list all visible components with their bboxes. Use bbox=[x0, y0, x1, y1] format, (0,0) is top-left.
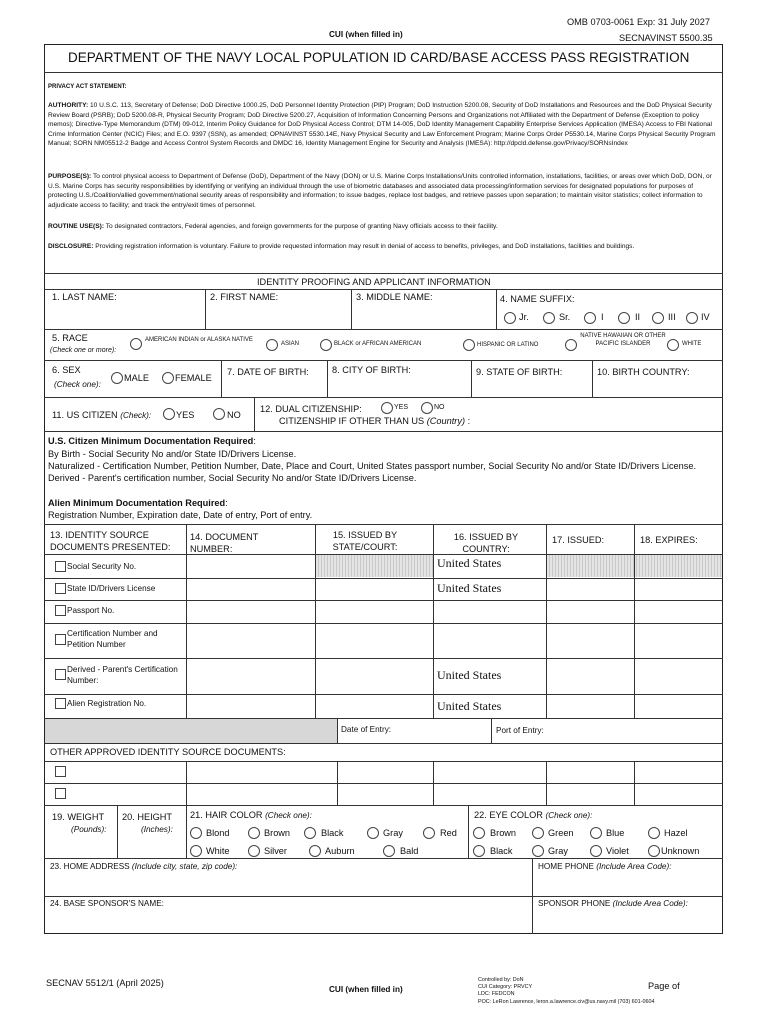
col-15-header: 15. ISSUED BY STATE/COURT: bbox=[332, 530, 398, 552]
doc-ssn-checkbox[interactable] bbox=[55, 561, 66, 572]
hair-bald-label: Bald bbox=[400, 846, 419, 856]
eye-brown-radio[interactable] bbox=[473, 827, 485, 839]
weight-label: 19. WEIGHT bbox=[52, 812, 105, 822]
state-of-birth-label: 9. STATE OF BIRTH: bbox=[476, 367, 563, 377]
sponsor-phone-label: SPONSOR PHONE (Include Area Code): bbox=[538, 899, 688, 908]
hair-silver-label: Silver bbox=[264, 846, 287, 856]
race-hint: (Check one or more): bbox=[50, 347, 117, 354]
sponsor-name-label: 24. BASE SPONSOR'S NAME: bbox=[50, 899, 164, 908]
suffix-iv-label: IV bbox=[701, 312, 710, 322]
omb-number: OMB 0703-0061 Exp: 31 July 2027 bbox=[567, 17, 711, 27]
eye-black-label: Black bbox=[490, 846, 513, 856]
ldc: LDC: FEDCON bbox=[478, 991, 515, 998]
sex-male-label: MALE bbox=[124, 373, 150, 383]
form-title: DEPARTMENT OF THE NAVY LOCAL POPULATION ID CARD/BASE ACCESS PASS REGISTRATION bbox=[68, 50, 690, 65]
eye-unknown-label: Unknown bbox=[661, 846, 700, 856]
doc-ssn-label: Social Security No. bbox=[67, 562, 137, 571]
us-doc-lines bbox=[48, 448, 716, 484]
home-address-label: 23. HOME ADDRESS (Include city, state, zip code): bbox=[50, 862, 238, 871]
eye-unknown-radio[interactable] bbox=[648, 845, 660, 857]
hair-auburn-label: Auburn bbox=[325, 846, 355, 856]
authority-text: AUTHORITY: 10 U.S.C. 113, Secretary of Defense; DoD Directive 1000.25, DoD Personnel Identity Protection (PIP) Program; DoD Instruction 5200.08, Security of DoD Installations and Resources and the DoD Physical Security Review Board (PSRB); DoD 5200.08-R, Physical Security Program; DoD Directive 5200.27, Acquisition of Information Concerning Persons and Organizations not Affiliated with the Department of Defense (Exception to policy memos); Directive-Type Memorandum (DTM) 09-012, Interim Policy Guidance for DoD Physical Access Control; DTM 14-005, DoD Identity Management Capability Enterprise Services Application (IMESA) Access to FBI National Crime Information Center (NCIC) Files; and E.O. 9397 (SSN), as amended; OPNAVINST 5530.14E, Navy Physical Security and Law Enforcement Program; Marine Corps Order P5530.14, Marine Corps Physical Security Program Manual; SORN NM05512-2 Badge and Access Control System Records and DMDC 16, Identity Management Engine for Security and Analysis (IMESA): http://dpcld.defense.gov/Privacy/SORNsIndex bbox=[48, 102, 716, 148]
citizen-no-radio[interactable] bbox=[213, 408, 225, 420]
col-13-header: 13. IDENTITY SOURCE DOCUMENTS PRESENTED: bbox=[50, 530, 171, 552]
hair-red-label: Red bbox=[440, 828, 457, 838]
doc-certification-checkbox[interactable] bbox=[55, 634, 66, 645]
home-phone-label: HOME PHONE (Include Area Code): bbox=[538, 862, 672, 871]
dual-yes-label: YES bbox=[394, 404, 409, 411]
race-white-label: WHITE bbox=[682, 341, 702, 347]
height-unit: (Inches): bbox=[141, 825, 173, 834]
race-hawaiian-label: NATIVE HAWAIIAN OR OTHER PACIFIC ISLANDER bbox=[580, 333, 666, 347]
citizen-yes-label: YES bbox=[176, 410, 195, 420]
disclosure-text: DISCLOSURE: Providing registration information is voluntary. Failure to provide requested information may result in denial of access to benefits, privileges, and DoD installations, facilities and buildings. bbox=[48, 243, 635, 250]
sex-label: 6. SEX bbox=[52, 365, 81, 375]
race-black-label: BLACK or AFRICAN AMERICAN bbox=[334, 341, 422, 347]
us-doc-heading: U.S. Citizen Minimum Documentation Required: bbox=[48, 436, 256, 446]
doc-license-label: State ID/Drivers License bbox=[67, 584, 156, 593]
port-of-entry-label: Port of Entry: bbox=[496, 726, 544, 735]
suffix-ii-radio[interactable] bbox=[618, 312, 630, 324]
suffix-jr-radio[interactable] bbox=[504, 312, 516, 324]
sex-female-radio[interactable] bbox=[162, 372, 174, 384]
hair-blond-radio[interactable] bbox=[190, 827, 202, 839]
us-doc-line: Derived - Parent's certification number, Social Security No and/or State ID/Drivers License. bbox=[48, 473, 417, 483]
eye-gray-label: Gray bbox=[548, 846, 568, 856]
eye-color-label: 22. EYE COLOR (Check one): bbox=[474, 810, 593, 820]
suffix-iv-radio[interactable] bbox=[686, 312, 698, 324]
hair-brown-label: Brown bbox=[264, 828, 291, 838]
suffix-iii-label: III bbox=[668, 312, 676, 322]
dual-other-label: CITIZENSHIP IF OTHER THAN US (Country) : bbox=[279, 416, 471, 426]
eye-brown-label: Brown bbox=[490, 828, 517, 838]
last-name-label: 1. LAST NAME: bbox=[52, 292, 117, 302]
eye-hazel-label: Hazel bbox=[664, 828, 688, 838]
race-asian-radio[interactable] bbox=[266, 339, 278, 351]
alien-country-value: United States bbox=[437, 699, 502, 713]
middle-name-label: 3. MIDDLE NAME: bbox=[356, 292, 433, 302]
citizen-no-label: NO bbox=[227, 410, 241, 420]
cui-header: CUI (when filled in) bbox=[329, 30, 403, 39]
license-country-value: United States bbox=[437, 581, 502, 595]
race-hispanic-label: HISPANIC OR LATINO bbox=[477, 342, 539, 348]
eye-violet-radio[interactable] bbox=[590, 845, 602, 857]
race-white-radio[interactable] bbox=[667, 339, 679, 351]
eye-blue-radio[interactable] bbox=[590, 827, 602, 839]
eye-hazel-radio[interactable] bbox=[648, 827, 660, 839]
doc-license-checkbox[interactable] bbox=[55, 583, 66, 594]
race-label: 5. RACE bbox=[52, 333, 88, 343]
us-citizen-label: 11. US CITIZEN (Check): bbox=[52, 410, 152, 420]
control-block bbox=[478, 977, 654, 1006]
suffix-sr-radio[interactable] bbox=[543, 312, 555, 324]
us-doc-line: Naturalized - Certification Number, Petition Number, Date, Place and Court, United States passport number, Social Security No and/or State ID/Drivers License. bbox=[48, 461, 697, 471]
routine-text: ROUTINE USE(S): To designated contractors, Federal agencies, and foreign governments for the purpose of granting Navy officials access to their facility. bbox=[48, 223, 498, 230]
privacy-heading: PRIVACY ACT STATEMENT: bbox=[48, 84, 127, 90]
hair-gray-radio[interactable] bbox=[367, 827, 379, 839]
dual-no-label: NO bbox=[434, 404, 445, 411]
height-label: 20. HEIGHT bbox=[122, 812, 173, 822]
doc-derived-label: Derived - Parent's Certification Number: bbox=[67, 665, 178, 685]
doc-alien-checkbox[interactable] bbox=[55, 698, 66, 709]
race-hispanic-radio[interactable] bbox=[463, 339, 475, 351]
hair-gray-label: Gray bbox=[383, 828, 403, 838]
other-doc-2-checkbox[interactable] bbox=[55, 788, 66, 799]
dob-label: 7. DATE OF BIRTH: bbox=[227, 367, 309, 377]
dual-yes-radio[interactable] bbox=[381, 402, 393, 414]
sex-male-radio[interactable] bbox=[111, 372, 123, 384]
hair-color-label: 21. HAIR COLOR (Check one): bbox=[190, 810, 312, 820]
doc-passport-checkbox[interactable] bbox=[55, 605, 66, 616]
col-14-header: 14. DOCUMENT NUMBER: bbox=[190, 532, 259, 554]
hair-blond-label: Blond bbox=[206, 828, 230, 838]
hair-black-radio[interactable] bbox=[304, 827, 316, 839]
form-number: SECNAV 5512/1 (April 2025) bbox=[46, 978, 164, 988]
hair-white-label: White bbox=[206, 846, 230, 856]
eye-black-radio[interactable] bbox=[473, 845, 485, 857]
hair-white-radio[interactable] bbox=[190, 845, 202, 857]
eye-violet-label: Violet bbox=[606, 846, 629, 856]
ssn-country-value: United States bbox=[437, 556, 502, 570]
name-suffix-label: 4. NAME SUFFIX: bbox=[500, 294, 575, 304]
race-amind-label: AMERICAN INDIAN or ALASKA NATIVE bbox=[145, 337, 253, 343]
doc-certification-label: Certification Number and Petition Number bbox=[67, 629, 158, 649]
weight-unit: (Pounds): bbox=[71, 825, 107, 834]
col-17-header: 17. ISSUED: bbox=[552, 535, 605, 545]
hair-auburn-radio[interactable] bbox=[309, 845, 321, 857]
purpose-text: PURPOSE(S): To control physical access to Department of Defense (DoD), Department of the Navy (DON) or U.S. Marine Corps Installations/Units controlled information, installations, facilities, or areas over which DoD, DON, or U.S. Marine Corps has security responsibilities by identifying or verifying an individual through the use of biometric databases and associated data processing/information services for designated populations for purposes of protecting U.S./Coalition/allied government/national security areas of responsibility and information; to issue badges, replace lost badges, and retrieve passes upon separation; to maintain visitor statistics; collect information to adjudicate access to facility; and track the entry/exit times of personnel. bbox=[48, 173, 712, 209]
hair-brown-radio[interactable] bbox=[248, 827, 260, 839]
birth-country-label: 10. BIRTH COUNTRY: bbox=[597, 367, 690, 377]
page-number: Page of bbox=[648, 981, 680, 991]
hair-red-radio[interactable] bbox=[423, 827, 435, 839]
controlled-by: Controlled by: DoN bbox=[478, 977, 524, 983]
dual-citizenship-label: 12. DUAL CITIZENSHIP: bbox=[260, 404, 362, 414]
doc-derived-checkbox[interactable] bbox=[55, 669, 66, 680]
race-black-radio[interactable] bbox=[320, 339, 332, 351]
derived-country-value: United States bbox=[437, 668, 502, 682]
suffix-sr-label: Sr. bbox=[559, 312, 571, 322]
citizen-yes-radio[interactable] bbox=[163, 408, 175, 420]
doc-passport-label: Passport No. bbox=[67, 606, 115, 615]
dual-no-radio[interactable] bbox=[421, 402, 433, 414]
race-amind-radio[interactable] bbox=[130, 338, 142, 350]
eye-green-label: Green bbox=[548, 828, 574, 838]
suffix-i-label: I bbox=[601, 312, 604, 322]
hair-black-label: Black bbox=[321, 828, 344, 838]
eye-green-radio[interactable] bbox=[532, 827, 544, 839]
first-name-label: 2. FIRST NAME: bbox=[210, 292, 279, 302]
date-of-entry-label: Date of Entry: bbox=[341, 725, 392, 734]
race-asian-label: ASIAN bbox=[281, 341, 300, 347]
col-18-header: 18. EXPIRES: bbox=[640, 535, 698, 545]
sex-hint: (Check one): bbox=[54, 380, 101, 389]
sex-female-label: FEMALE bbox=[175, 373, 212, 383]
city-of-birth-label: 8. CITY OF BIRTH: bbox=[332, 365, 411, 375]
cui-category: CUI Category: PRVCY bbox=[478, 984, 533, 991]
eye-gray-radio[interactable] bbox=[532, 845, 544, 857]
other-docs-label: OTHER APPROVED IDENTITY SOURCE DOCUMENTS: bbox=[50, 747, 286, 757]
suffix-i-radio[interactable] bbox=[584, 312, 596, 324]
identity-section-title: IDENTITY PROOFING AND APPLICANT INFORMATION bbox=[257, 277, 491, 287]
secnavinst: SECNAVINST 5500.35 bbox=[619, 33, 713, 43]
cui-footer: CUI (when filled in) bbox=[329, 985, 403, 994]
suffix-iii-radio[interactable] bbox=[652, 312, 664, 324]
eye-blue-label: Blue bbox=[606, 828, 625, 838]
other-doc-1-checkbox[interactable] bbox=[55, 766, 66, 777]
us-doc-line: By Birth - Social Security No and/or State ID/Drivers License. bbox=[48, 449, 297, 459]
alien-doc-heading: Alien Minimum Documentation Required: bbox=[48, 498, 228, 508]
doc-alien-label: Alien Registration No. bbox=[67, 699, 147, 708]
hair-silver-radio[interactable] bbox=[248, 845, 260, 857]
col-16-header: 16. ISSUED BY COUNTRY: bbox=[453, 532, 519, 554]
suffix-jr-label: Jr. bbox=[519, 312, 529, 322]
alien-doc-line: Registration Number, Expiration date, Date of entry, Port of entry. bbox=[48, 510, 313, 520]
poc: POC: LeRon Lawrence, leron.a.lawrence.civ@us.navy.mil (703) 601-0604 bbox=[478, 998, 655, 1005]
hair-bald-radio[interactable] bbox=[383, 845, 395, 857]
suffix-ii-label: II bbox=[635, 312, 641, 322]
